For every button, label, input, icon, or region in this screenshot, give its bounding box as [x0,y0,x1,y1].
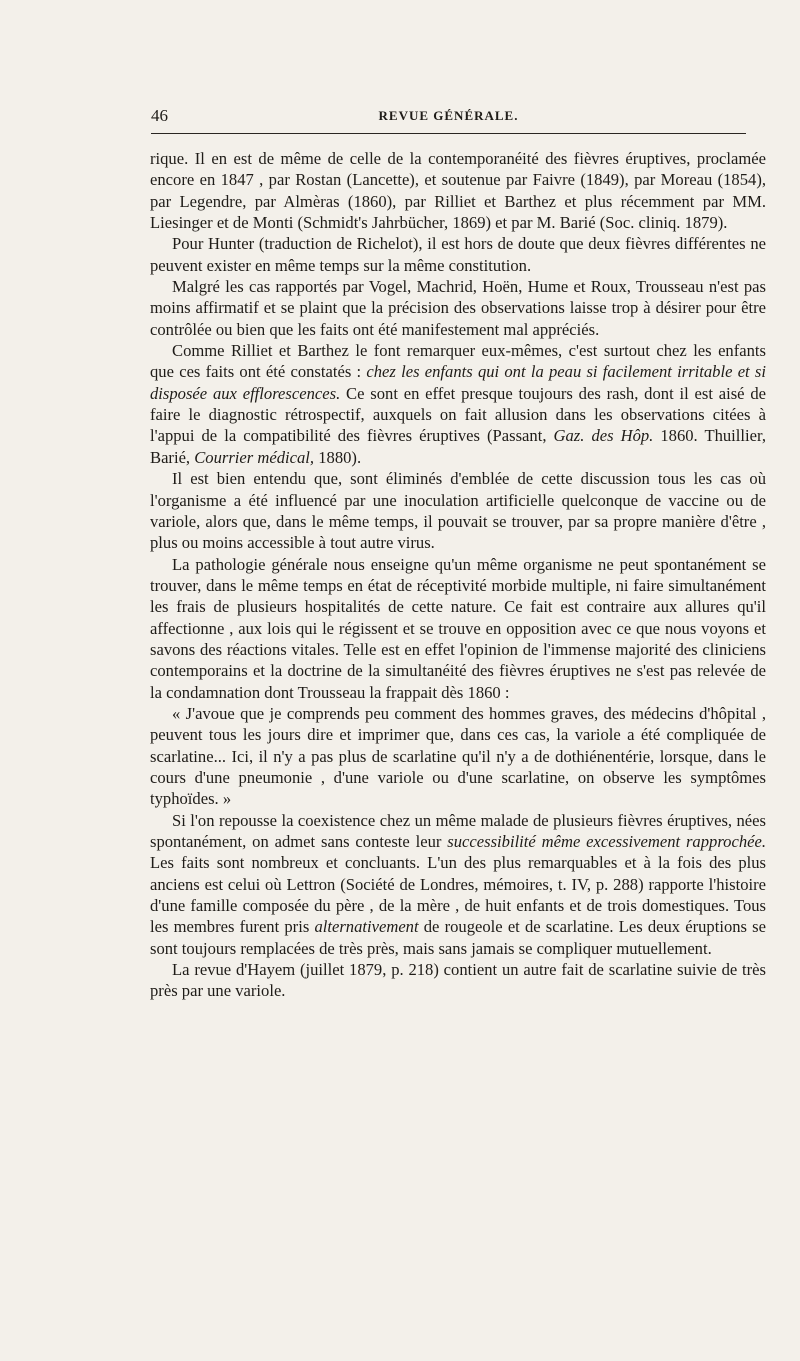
text-segment: Si l'on repousse la coexistence chez un même malade de plusieurs fièvres éruptives, nées spontanément, on admet sans conteste leur [150,810,766,851]
paragraph [150,703,766,810]
text-segment: Malgré les cas rapportés par Vogel, Machrid, Hoën, Hume et Roux, Trousseau n'est pas moins affirmatif et se plaint que la précision des observations laisse trop à désirer pour être contrôlée ou bien que les faits ont été manifestement mal appréciés. [150,277,766,339]
paragraph [150,340,766,468]
paragraph [150,554,766,703]
text-segment: Il est bien entendu que, sont éliminés d'emblée de cette discussion tous les cas où l'organisme a été influencé par une inoculation artificielle quelconque de vaccine ou de variole, alors que, dans le même temps, il pouvait se trouver, par sa propre manière d'être , plus ou moins accessible à tout autre virus. [150,469,766,553]
text-segment: La pathologie générale nous enseigne qu'un même organisme ne peut spontanément se trouver, dans le même temps en état de réceptivité morbide multiple, ni faire simultanément les frais de plusieurs hospitalités de cette nature. Ce fait est contraire aux allures qu'il affectionne , aux lois qui le régissent et se trouve en opposition avec ce que nous voyons et savons des réactions vitales. Telle est en effet l'opinion de l'immense majorité des cliniciens contemporains et la doctrine de la simultanéité des fièvres éruptives ne s'est pas relevée de la condamnation dont Trousseau la frappait dès 1860 : [150,554,766,702]
text-segment: « J'avoue que je comprends peu comment des hommes graves, des médecins d'hôpital , peuvent tous les jours dire et imprimer que, dans ces cas, la variole a été compliquée de scarlatine... Ici, il n'y a pas plus de scarlatine qu'il n'y a de dothiénentérie, lorsque, dans le cours d'une pneumonie , d'une variole ou d'une scarlatine, on observe les symptômes typhoïdes. » [150,703,766,809]
running-head: REVUE GÉNÉRALE. [378,108,519,123]
text-segment: Les faits sont nombreux et concluants. L'un des plus remarquables et à la fois des plus anciens est celui où Lettron (Société de Londres, mémoires, t. IV, p. 288) rapporte l'histoire d'une famille composée du père , de la mère , de huit enfants et de trois domestiques. Tous les membres furent pris [150,853,766,937]
paragraph [150,810,766,959]
text-segment: Pour Hunter (traduction de Richelot), il est hors de doute que deux fièvres différentes ne peuvent exister en même temps sur la même constitution. [150,234,766,275]
paragraph [150,959,766,1002]
paragraph [150,233,766,276]
paragraph [150,148,766,233]
page-number: 46 [151,106,168,125]
page-header [151,106,746,128]
italic-text: successibilité même excessivement rapprochée. [447,832,766,851]
body-text [150,148,766,1002]
header-rule [151,133,746,134]
paragraph [150,468,766,553]
italic-text: alternativement [314,917,419,937]
text-segment: Ce sont en effet presque toujours des rash, dont il est aisé de faire le diagnostic rétrospectif, auxquels on fait allusion dans les observations citées à l'appui de la compatibilité des fièvres éruptives (Passant, [150,383,766,446]
paragraph [150,276,766,340]
text-segment: La revue d'Hayem (juillet 1879, p. 218) contient un autre fait de scarlatine suivie de très près par une variole. [150,960,766,1001]
text-segment: Comme Rilliet et Barthez le font remarquer eux-mêmes, c'est surtout chez les enfants que ces faits ont été constatés : [150,341,766,382]
text-segment: de rougeole et de scarlatine. Les deux éruptions se sont toujours remplacées de très près, mais sans jamais se compliquer mutuellement. [150,917,766,958]
text-segment: rique. Il en est de même de celle de la contemporanéité des fièvres éruptives, proclamée encore en 1847 , par Rostan (Lancette), et soutenue par Faivre (1849), par Moreau (1854), par Legendre, par Almèras (1860), par Rilliet et Barthez et plus récemment par MM. Liesinger et de Monti (Schmidt's Jahrbücher, 1869) et par M. Barié (Soc. cliniq. 1879). [150,149,766,233]
italic-text: chez les enfants qui ont la peau si facilement irritable et si disposée aux efflorescences. [150,362,766,403]
italic-text: Gaz. des Hôp. [553,426,654,446]
italic-text: Courrier médical, [194,447,315,467]
text-segment: 1860. Thuillier, Barié, [150,426,766,467]
text-segment: 1880). [314,447,362,467]
